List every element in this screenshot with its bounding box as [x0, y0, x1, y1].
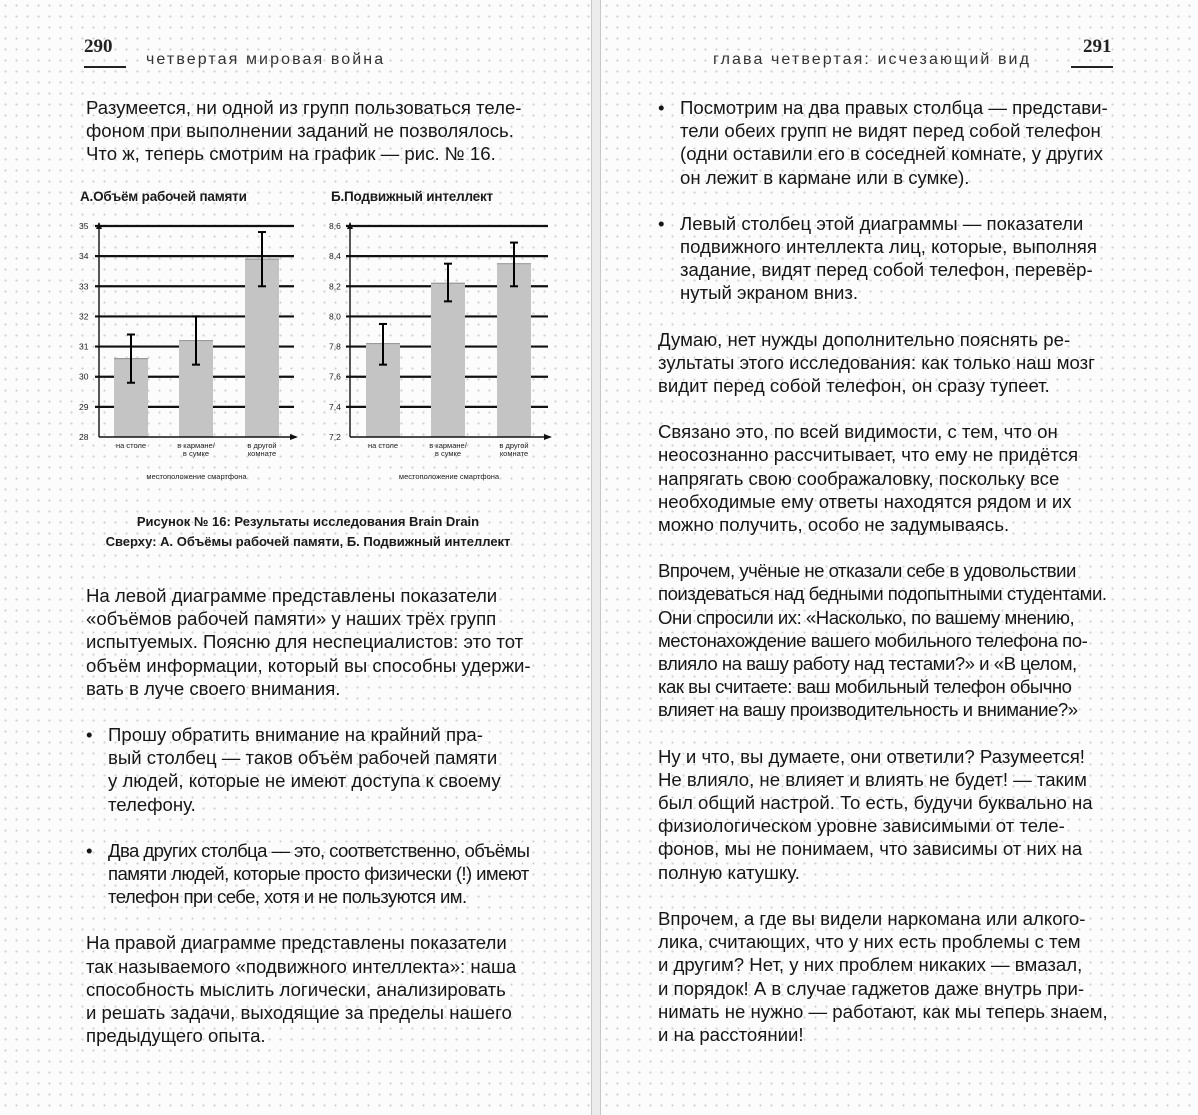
- x-tick-label: в кармане/ в сумке: [429, 441, 467, 458]
- paragraph: [658, 745, 1108, 884]
- y-tick-label: 28: [79, 432, 89, 442]
- text-line: подвижного интеллекта лиц, которые, выполняя: [680, 236, 1097, 258]
- text-line: необходимые ему ответы находятся рядом и их: [658, 490, 1072, 512]
- y-tick-label: 8,2: [329, 281, 341, 292]
- text-line: и другим? Нет, у них проблем никаких — вмазал,: [658, 954, 1083, 976]
- y-tick-label: 7,6: [329, 371, 341, 382]
- text-line: нутый экраном вниз.: [680, 282, 859, 304]
- caption-line: Сверху: А. Объёмы рабочей памяти, Б. Подвижный интеллект: [105, 534, 511, 549]
- x-axis-arrow: [290, 434, 298, 440]
- text-line: и порядок! А в случае гаджетов даже внутрь при-: [658, 977, 1085, 999]
- running-head: глава четвертая: исчезающий вид: [713, 51, 1032, 68]
- text-line: На левой диаграмме представлены показатели: [86, 585, 498, 606]
- text-line: так называемого «подвижного интеллекта»: наша: [86, 955, 517, 977]
- text-line: влияет на вашу производительность и внимание?»: [658, 699, 1078, 721]
- text-line: вый столбец — таков объём рабочей памяти: [108, 747, 498, 769]
- left-body: [86, 584, 531, 1047]
- text-line: нимать не нужно — работают, как мы теперь знаем,: [658, 1000, 1108, 1022]
- paragraph: [86, 584, 531, 700]
- text-line: Два других столбца — это, соответственно, объёмы: [108, 839, 530, 861]
- bullet-item: [658, 212, 1108, 305]
- bar: [431, 283, 465, 437]
- left-page: [0, 0, 592, 1115]
- text-line: у людей, которые не имеют доступа к своему: [108, 770, 501, 792]
- text-line: тели обеих групп не видят перед собой телефон: [680, 120, 1101, 142]
- text-line: памяти людей, которые просто физически (!) имеют: [108, 863, 529, 885]
- text-line: Связано это, по всей видимости, с тем, что он: [658, 421, 1058, 443]
- text-line: испытуемых. Поясню для неспециалистов: это тот: [86, 631, 524, 653]
- paragraph: [658, 328, 1108, 398]
- text-line: телефону.: [108, 793, 196, 815]
- x-axis-label: местоположение смартфона: [146, 472, 247, 481]
- y-tick-label: 34: [79, 251, 89, 262]
- y-tick-label: 30: [79, 371, 89, 382]
- right-body: [658, 96, 1108, 1046]
- bar: [497, 264, 531, 437]
- page-number: 291: [1083, 36, 1112, 57]
- chart-working-memory: [76, 213, 302, 488]
- text-line: Разумеется, ни одной из групп пользоваться теле-: [86, 97, 522, 118]
- paragraph: [658, 559, 1108, 721]
- text-line: и решать задачи, выходящие за пределы нашего: [86, 1002, 512, 1024]
- text-line: Левый столбец этой диаграммы — показатели: [680, 212, 1084, 234]
- text-line: фонов, мы не понимаем, что зависимы от них на: [658, 838, 1083, 860]
- text-line: Впрочем, учёные не отказали себе в удовольствии: [658, 560, 1076, 582]
- text-line: предыдущего опыта.: [86, 1025, 266, 1047]
- chart-a-title: А.Объём рабочей памяти: [80, 189, 247, 204]
- text-line: можно получить, особо не задумываясь.: [658, 514, 1010, 536]
- paragraph: [86, 931, 531, 1047]
- text-line: Они спросили их: «Насколько, по вашему мнению,: [658, 606, 1075, 628]
- text-line: лика, считающих, что у них есть проблемы с тем: [658, 931, 1081, 953]
- bullet-icon: •: [86, 839, 92, 861]
- text-line: «объёмов рабочей памяти» у наших трёх групп: [86, 608, 497, 630]
- text-line: Ну и что, вы думаете, они ответили? Разумеется!: [658, 745, 1085, 767]
- text-line: зультаты этого исследования: как только наш мозг: [658, 351, 1095, 373]
- text-line: фоном при выполнении заданий не позволялось.: [86, 120, 514, 142]
- text-line: был общий настрой. То есть, будучи буквально на: [658, 792, 1093, 814]
- text-line: поиздеваться над бедными подопытными студентами.: [658, 583, 1107, 605]
- text-line: как вы считаете: ваш мобильный телефон обычно: [658, 676, 1072, 698]
- y-tick-label: 31: [79, 341, 89, 352]
- text-line: Посмотрим на два правых столбца — представи-: [680, 97, 1108, 118]
- bullet-item: [86, 839, 531, 909]
- text-line: Прошу обратить внимание на крайний пра-: [108, 724, 483, 746]
- bullet-icon: •: [658, 97, 665, 118]
- text-line: и на расстоянии!: [658, 1023, 804, 1045]
- text-line: Что ж, теперь смотрим на график — рис. № 16.: [86, 143, 496, 165]
- page-number-rule: [1071, 66, 1113, 68]
- text-line: объём информации, который вы способны удержи-: [86, 654, 531, 676]
- text-line: Думаю, нет нужды дополнительно пояснять ре-: [658, 328, 1071, 350]
- right-page: [600, 0, 1198, 1115]
- y-tick-label: 8,4: [329, 251, 341, 262]
- text-line: вать в луче своего внимания.: [86, 677, 341, 699]
- bullet-icon: •: [86, 724, 93, 746]
- bullet-item: [658, 96, 1108, 189]
- figure-caption: [80, 512, 536, 552]
- running-head: четвертая мировая война: [146, 51, 386, 68]
- y-tick-label: 8,6: [329, 221, 341, 231]
- text-line: напрягать свою соображаловку, поскольку все: [658, 467, 1060, 489]
- x-axis-arrow: [544, 434, 552, 440]
- x-tick-label: на столе: [367, 441, 399, 450]
- y-tick-label: 29: [79, 401, 89, 412]
- x-axis-label: местоположение смартфона: [398, 472, 500, 481]
- page-number-rule: [84, 66, 126, 68]
- y-tick-label: 8,0: [329, 311, 341, 322]
- y-tick-label: 7,8: [329, 341, 341, 352]
- x-tick-label: в другой комнате: [247, 441, 277, 458]
- bullet-icon: •: [658, 212, 665, 234]
- paragraph: [658, 907, 1108, 1046]
- text-line: физиологическом уровне зависимыми от теле-: [658, 815, 1065, 837]
- text-line: телефон при себе, хотя и не пользуются им.: [108, 886, 467, 908]
- caption-line: Рисунок № 16: Результаты исследования Brain Drain: [136, 514, 480, 529]
- chart-b-title: Б.Подвижный интеллект: [331, 189, 493, 204]
- text-line: (одни оставили его в соседней комнате, у других: [680, 143, 1103, 165]
- text-line: На правой диаграмме представлены показатели: [86, 932, 507, 954]
- text-line: неосознанно рассчитывает, что ему не придётся: [658, 444, 1079, 466]
- y-tick-label: 35: [79, 221, 89, 231]
- text-line: местонахождение вашего мобильного телефона по-: [658, 629, 1088, 651]
- text-line: задание, видят перед собой телефон, перевёр-: [680, 259, 1093, 281]
- text-line: видит перед собой телефон, он сразу тупеет.: [658, 375, 1050, 397]
- text-line: он лежит в кармане или в сумке).: [680, 166, 970, 188]
- text-line: полную катушку.: [658, 861, 800, 883]
- y-tick-label: 7,2: [329, 432, 341, 442]
- page-number: 290: [84, 36, 113, 57]
- text-line: способность мыслить логически, анализировать: [86, 978, 506, 1000]
- text-line: Впрочем, а где вы видели наркомана или алкого-: [658, 907, 1086, 929]
- x-tick-label: в кармане/ в сумке: [177, 441, 215, 458]
- paragraph: [658, 420, 1108, 536]
- x-tick-label: на столе: [115, 441, 147, 450]
- y-tick-label: 33: [79, 281, 89, 292]
- chart-fluid-intelligence: [326, 213, 556, 488]
- bullet-item: [86, 723, 531, 816]
- intro-paragraph: [86, 96, 521, 166]
- text-line: Не влияло, не влияет и влиять не будет! — таким: [658, 768, 1087, 790]
- x-tick-label: в другой комнате: [499, 441, 529, 458]
- text-line: влияло на вашу работу над тестами?» и «В целом,: [658, 653, 1077, 675]
- y-tick-label: 32: [79, 311, 89, 322]
- y-tick-label: 7,4: [329, 401, 341, 412]
